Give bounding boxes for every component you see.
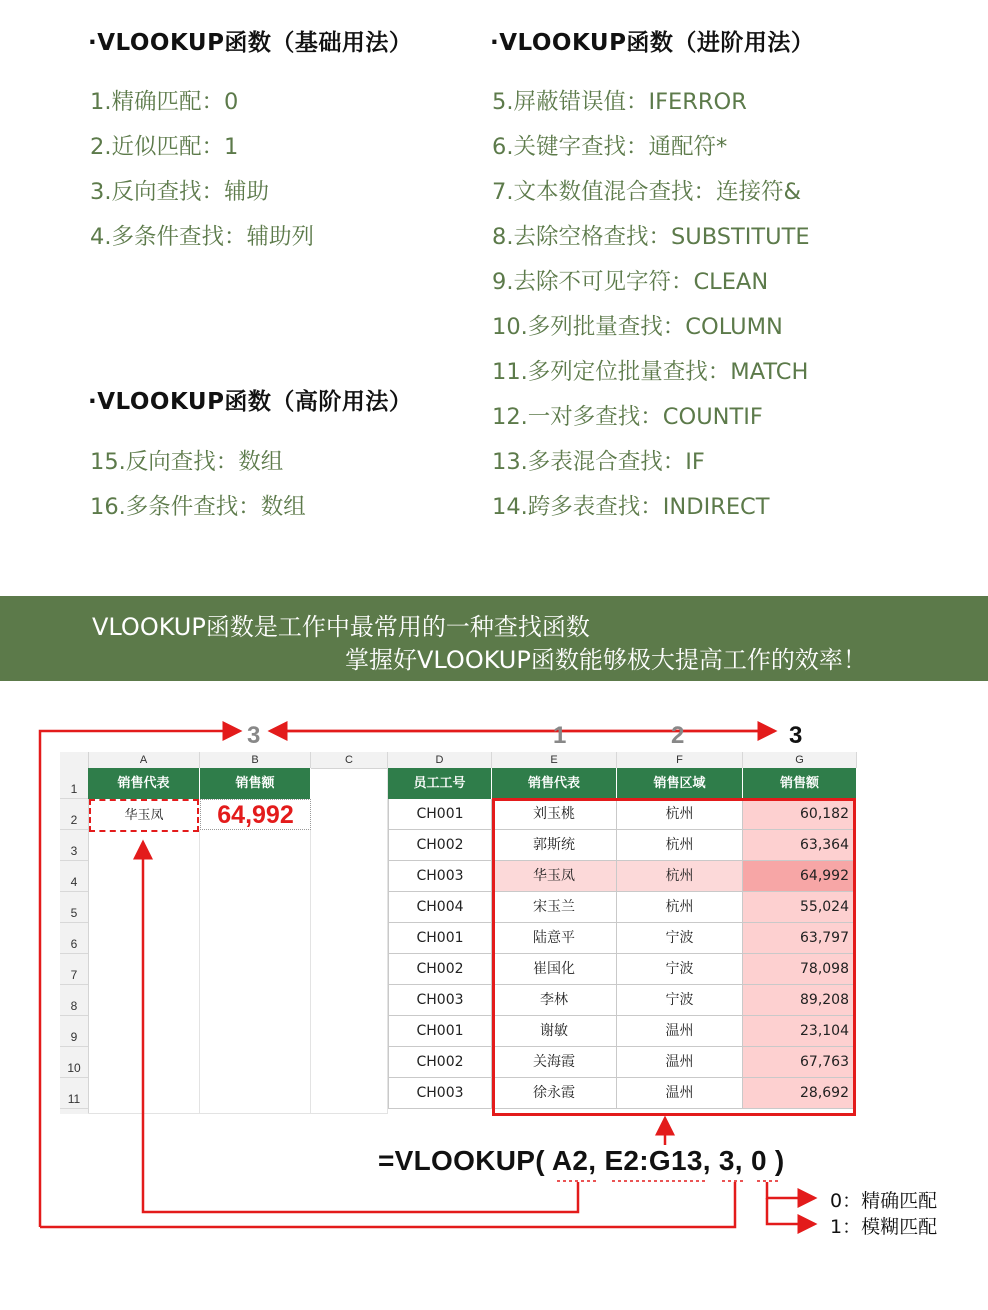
column-header[interactable]: A [88,752,200,768]
list-item: 9.去除不可见字符：CLEAN [492,269,769,295]
table-cell[interactable]: 杭州 [617,830,743,861]
vlookup-formula [378,1145,785,1177]
table-cell[interactable]: CH002 [388,830,492,861]
row-header[interactable]: 6 [60,923,88,954]
row-header[interactable]: 4 [60,861,88,892]
row-header[interactable]: 1 [60,768,88,799]
list-item: 2.近似匹配：1 [90,134,239,160]
lookup-key-cell[interactable]: 华玉凤 [89,799,199,832]
table-cell[interactable]: CH001 [388,923,492,954]
arrow-col-index-left [40,731,240,1227]
col-index-label: 1 [553,722,567,749]
table-cell[interactable]: CH001 [388,799,492,830]
table-cell[interactable]: 温州 [617,1078,743,1109]
table-cell[interactable]: 杭州 [617,861,743,892]
table-cell[interactable]: 郭斯统 [492,830,617,861]
column-header[interactable]: B [200,752,311,768]
table-cell[interactable]: 23,104 [743,1016,856,1047]
table-cell[interactable]: 陆意平 [492,923,617,954]
table-cell[interactable]: CH003 [388,861,492,892]
row-header[interactable]: 10 [60,1047,88,1078]
formula-arg-mode: 0 [750,1145,767,1176]
table-cell[interactable]: CH003 [388,1078,492,1109]
formula-suffix: ) [766,1145,785,1176]
table-cell[interactable]: 谢敏 [492,1016,617,1047]
table-cell[interactable]: 67,763 [743,1047,856,1078]
table-cell[interactable]: 78,098 [743,954,856,985]
table-cell[interactable]: 徐永霞 [492,1078,617,1109]
table-cell[interactable]: CH002 [388,1047,492,1078]
row-header[interactable]: 5 [60,892,88,923]
formula-arg-range: E2:G13 [604,1145,703,1176]
table-cell[interactable]: 宁波 [617,923,743,954]
list-item: 1.精确匹配：0 [90,89,239,115]
column-header[interactable]: E [492,752,617,768]
table-cell[interactable]: 温州 [617,1047,743,1078]
row-header[interactable]: 8 [60,985,88,1016]
table-cell[interactable]: 64,992 [743,861,856,892]
formula-sep: , [702,1145,719,1176]
arrow-mode-fuzzy [767,1198,815,1224]
table-cell[interactable]: 28,692 [743,1078,856,1109]
table-cell[interactable]: CH002 [388,954,492,985]
section-title-basic: ·VLOOKUP函数（基础用法） [88,30,413,56]
row-header[interactable]: 3 [60,830,88,861]
mode-exact-label: 0：精确匹配 [830,1190,938,1212]
list-item: 3.反向查找：辅助 [90,179,269,205]
table-cell[interactable]: 刘玉桃 [492,799,617,830]
table-cell[interactable]: 宁波 [617,985,743,1016]
table-cell[interactable]: 杭州 [617,892,743,923]
table-cell[interactable]: 崔国化 [492,954,617,985]
row-header[interactable]: 2 [60,799,88,830]
col-index-label: 3 [247,722,261,749]
column-header[interactable]: F [617,752,743,768]
lookup-header-rep: 销售代表 [88,768,200,799]
formula-sep: , [588,1145,605,1176]
list-item: 12.一对多查找：COUNTIF [492,404,763,430]
table-cell[interactable]: 63,364 [743,830,856,861]
list-item: 14.跨多表查找：INDIRECT [492,494,770,520]
list-item: 15.反向查找：数组 [90,449,284,475]
list-item: 13.多表混合查找：IF [492,449,705,475]
table-cell[interactable]: 63,797 [743,923,856,954]
table-cell[interactable]: 60,182 [743,799,856,830]
column-header[interactable]: C [311,752,388,768]
lookup-result-cell[interactable]: 64,992 [200,799,311,830]
formula-prefix: =VLOOKUP( [378,1145,552,1176]
list-item: 7.文本数值混合查找：连接符& [492,179,802,205]
lookup-header-sales: 销售额 [200,768,311,799]
section-title-high: ·VLOOKUP函数（高阶用法） [88,389,413,415]
arrow-mode-exact [767,1182,815,1198]
mode-fuzzy-label: 1：模糊匹配 [830,1216,938,1238]
row-header[interactable]: 7 [60,954,88,985]
row-header[interactable]: 9 [60,1016,88,1047]
list-item: 6.关键字查找：通配符* [492,134,728,160]
banner-line-2: 掌握好VLOOKUP函数能够极大提高工作的效率！ [345,646,867,674]
banner-line-1: VLOOKUP函数是工作中最常用的一种查找函数 [92,613,590,641]
table-cell[interactable]: 关海霞 [492,1047,617,1078]
table-cell[interactable]: 宁波 [617,954,743,985]
table-cell[interactable]: 55,024 [743,892,856,923]
formula-sep: , [734,1145,751,1176]
list-item: 16.多条件查找：数组 [90,494,306,520]
list-item: 11.多列定位批量查找：MATCH [492,359,809,385]
table-cell[interactable]: 华玉凤 [492,861,617,892]
col-index-label: 3 [789,722,803,749]
table-cell[interactable]: 宋玉兰 [492,892,617,923]
table-header: 销售区域 [617,768,743,799]
table-cell[interactable]: 李林 [492,985,617,1016]
row-header[interactable]: 11 [60,1078,88,1109]
column-header[interactable]: G [743,752,857,768]
column-header[interactable]: D [388,752,492,768]
table-cell[interactable]: 89,208 [743,985,856,1016]
list-item: 8.去除空格查找：SUBSTITUTE [492,224,810,250]
section-title-advanced: ·VLOOKUP函数（进阶用法） [490,30,815,56]
table-cell[interactable]: CH004 [388,892,492,923]
table-cell[interactable]: 温州 [617,1016,743,1047]
list-item: 4.多条件查找：辅助列 [90,224,314,250]
formula-arg-col: 3 [718,1145,735,1176]
table-cell[interactable]: 杭州 [617,799,743,830]
table-cell[interactable]: CH003 [388,985,492,1016]
list-item: 10.多列批量查找：COLUMN [492,314,783,340]
col-index-label: 2 [671,722,685,749]
formula-arg-lookup: A2 [551,1145,589,1176]
table-header: 销售额 [743,768,856,799]
table-header: 员工工号 [388,768,492,799]
table-header: 销售代表 [492,768,617,799]
table-cell[interactable]: CH001 [388,1016,492,1047]
list-item: 5.屏蔽错误值：IFERROR [492,89,747,115]
